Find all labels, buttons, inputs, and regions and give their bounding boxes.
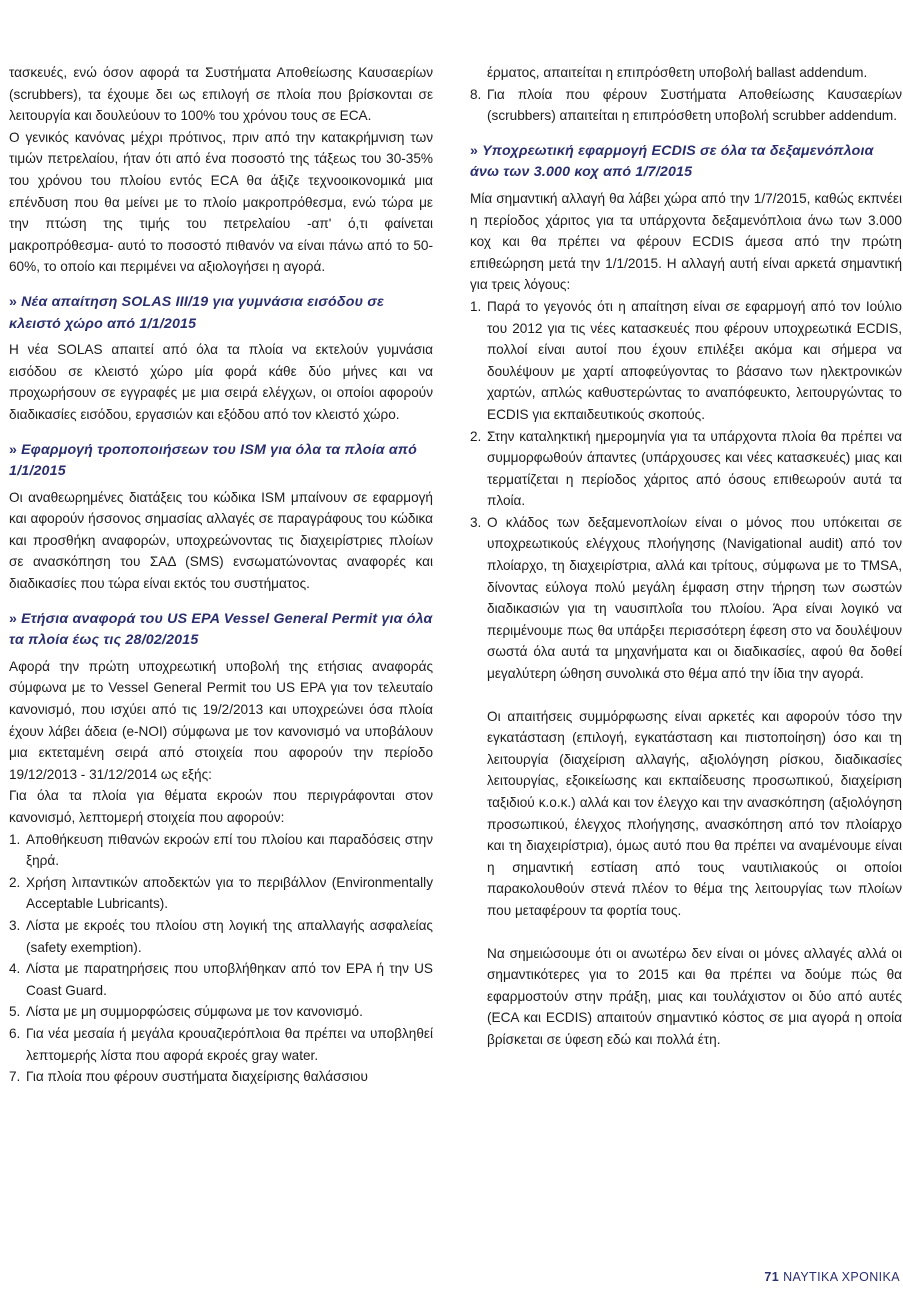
numbered-list bbox=[470, 84, 902, 127]
list-item: 3. Λίστα με εκροές του πλοίου στη λογική της απαλλαγής ασφαλείας (safety exemption). bbox=[9, 917, 433, 955]
double-chevron-icon: » bbox=[470, 142, 479, 159]
spacer bbox=[470, 922, 902, 943]
paragraph: έρματος, απαιτείται η επιπρόσθετη υποβολή ballast addendum. bbox=[487, 65, 868, 80]
double-chevron-icon: » bbox=[9, 610, 18, 627]
paragraph: Μία σημαντική αλλαγή θα λάβει χώρα από την 1/7/2015, καθώς εκπνέει η περίοδος χάριτος για τα υπάρχοντα δεξαμενόπλοια άνω των 3.000 κοχ και θα πρέπει να φέρουν ECDIS άμεσα από την πρώτη επιθεώρηση μετά την 1/1/2015. Η αλλαγή αυτή είναι αρκετά σημαντική για τρεις λόγους: bbox=[470, 190, 902, 293]
double-chevron-icon: » bbox=[9, 293, 18, 310]
paragraph: Να σημειώσουμε ότι οι ανωτέρω δεν είναι οι μόνες αλλαγές αλλά οι σημαντικότερες για το 2015 και θα πρέπει να δούμε πώς θα εφαρμοστούν στην πράξη, μιας και τουλάχιστον οι δύο από αυτές (ECA και ECDIS) απαιτούν σημαντικό κόστος σε μια αγορά η οποία βρίσκεται σε ύφεση εδώ και πολλά έτη. bbox=[487, 945, 902, 1047]
section-heading-ism: » Εφαρμογή τροποποιήσεων του ISM για όλα τα πλοία από 1/1/2015 bbox=[9, 441, 418, 480]
double-chevron-icon: » bbox=[9, 441, 18, 458]
paragraph: τασκευές, ενώ όσον αφορά τα Συστήματα Αποθείωσης Καυσαερίων (scrubbers), τα έχουμε δει ως επιλογή σε πλοία που βρίσκονται σε λειτουργία και δουλεύουν το 100% του χρόνου τους σε ECA. bbox=[9, 65, 433, 124]
numbered-list bbox=[9, 829, 433, 1088]
paragraph: Για όλα τα πλοία για θέματα εκροών που περιγράφονται στον κανονισμό, λεπτομερή στοιχεία που αφορούν: bbox=[9, 788, 433, 825]
list-item: 7. Για πλοία που φέρουν συστήματα διαχείρισης θαλάσσιου bbox=[9, 1069, 368, 1085]
paragraph: Η νέα SOLAS απαιτεί από όλα τα πλοία να εκτελούν γυμνάσια εισόδου σε κλειστό χώρο μία φορά κάθε δύο μήνες και να προχωρήσουν σε εγγραφές με μια σειρά ελέγχων, οι οποίοι αφορούν διαδικασίες εισόδου, εργασιών και εξόδου από τον κλειστό χώρο. bbox=[9, 342, 433, 422]
paragraph: Οι απαιτήσεις συμμόρφωσης είναι αρκετές και αφορούν τόσο την εγκατάσταση (επιλογή, εγκατάσταση και πιστοποίηση) όσο και τη λειτουργία (διαχείριση αλλαγής, αξιολόγηση ρίσκου, διαδικασίες λειτουργίας, εξοικείωσης και εκπαίδευσης προσωπικού, διαχείριση ταξιδιού κ.ο.κ.) αλλά και τον έλεγχο και την ανασκόπηση (αξιολόγηση προσωπικού, έλεγχος πλοήγησης, ανασκόπηση από τον πλοίαρχο και τη διαχειρίστρια), όμως αυτό που θα πρέπει να αναμένουμε είναι η σημαντική εστίαση από τους ναυτιλιακούς οι οποίοι παρακολουθούν στενά πλέον το θέμα της λειτουργίας των πλοίων που μεταφέρουν τα φορτία τους. bbox=[487, 708, 902, 918]
section-heading-ecdis: » Υποχρεωτική εφαρμογή ECDIS σε όλα τα δεξαμενόπλοια άνω των 3.000 κοχ από 1/7/2015 bbox=[470, 142, 874, 181]
paragraph: Ο γενικός κανόνας μέχρι πρότινος, πριν από την κατακρήμνιση των τιμών πετρελαίου, ήταν ότι από ένα ποσοστό της τάξεως του 30-35% του χρόνου του πλοίου εντός ECA θα άξιζε τεχνοοικονομικά μια επένδυση που θα μείνει με το πλοίο μακροπρόθεσμα, ενώ τώρα με την πτώση της τιμής του πετρελαίου -απ' ό,τι φαίνεται μακροπρόθεσμα- αυτό το ποσοστό πιθανόν να είναι πάνω από το 50-60%, το οποίο και περιμένει να αξιολογήσει η αγορά. bbox=[9, 129, 433, 275]
left-column bbox=[9, 62, 433, 1088]
list-item: 5. Λίστα με μη συμμορφώσεις σύμφωνα με τον κανονισμό. bbox=[9, 1004, 363, 1020]
section-heading-solas: » Νέα απαίτηση SOLAS III/19 για γυμνάσια εισόδου σε κλειστό χώρο από 1/1/2015 bbox=[9, 293, 384, 332]
list-item: 3. Ο κλάδος των δεξαμενοπλοίων είναι ο μόνος που υπόκειται σε υποχρεωτικούς ελέγχους πλοήγησης (Navigational audit) από τον πλοίαρχο, τη διαχειρίστρια, αλλά και τρίτους, σύμφωνα με το TMSA, δίνοντας εύλογα πολύ μεγάλη έμφαση στην τήρηση των σωστών διαδικασιών για τη ναυσιπλοΐα του πλοίου. Άρα είναι λογικό να περιμένουμε πως θα υπάρξει περισσότερη έφεση στο να δουλέψουν σωστά όλα αυτά τα μηχανήματα και οι διαδικασίες, αφού θα δοθεί μεγαλύτερη ώθηση συνολικά στο θέμα από την ίδια την αγορά. bbox=[470, 514, 902, 682]
paragraph: Αφορά την πρώτη υποχρεωτική υποβολή της ετήσιας αναφοράς σύμφωνα με το Vessel General Permit του US EPA για τον τελευταίο κανονισμό, που ισχύει από τις 19/2/2013 και υποχρεώνει όσα πλοία έχουν λάβει άδεια (e-NOI) σύμφωνα με τον κανονισμό να υποβάλουν μια εκτεταμένη σειρά από στοιχεία που αφορούν την περίοδο 19/12/2013 - 31/12/2014 ως εξής: bbox=[9, 658, 433, 782]
list-item: 6. Για νέα μεσαία ή μεγάλα κρουαζιερόπλοια θα πρέπει να υποβληθεί λεπτομερής λίστα που αφορά εκροές gray water. bbox=[9, 1025, 433, 1063]
list-item: 1. Παρά το γεγονός ότι η απαίτηση είναι σε εφαρμογή από τον Ιούλιο του 2012 για τις νέες κατασκευές που φέρουν υποχρεωτικά ECDIS, πολλοί είναι αυτοί που έχουν επιλέξει ακόμα και σήμερα να δουλέψουν με χαρτί αποφεύγοντας το βάσανο των ηλεκτρονικών χαρτών, απλώς καθυστερώντας το αναπόφευκτο, λειτουργώντας το ECDIS για εκπαιδευτικούς σκοπούς. bbox=[470, 298, 902, 422]
right-column bbox=[470, 62, 902, 1051]
list-item: 2. Στην καταληκτική ημερομηνία για τα υπάρχοντα πλοία θα πρέπει να συμμορφωθούν άπαντες (υπάρχουσες και νέες κατασκευές) μιας και τερματίζεται η περίοδος χάριτος από όσους επιθεωρούν αυτά τα πλοία. bbox=[470, 428, 902, 509]
page-footer bbox=[764, 1270, 900, 1284]
section-heading-epa: » Ετήσια αναφορά του US EPA Vessel General Permit για όλα τα πλοία έως τις 28/02/2015 bbox=[9, 610, 433, 649]
paragraph: Οι αναθεωρημένες διατάξεις του κώδικα ISM μπαίνουν σε εφαρμογή και αφορούν ήσσονος σημασίας αλλαγές σε παραγράφους του κώδικα και προσθήκη αναφορών, υποχρεώνοντας τις διαχειρίστριες πλοίων σε ανασκόπηση του ΣΑΔ (SMS) ενσωματώνοντας αναφορές και διαδικασίες που τώρα είναι εκτός του συστήματος. bbox=[9, 489, 433, 592]
spacer bbox=[470, 685, 902, 706]
page-number: 71 bbox=[764, 1270, 780, 1284]
list-item: 4. Λίστα με παρατηρήσεις που υποβλήθηκαν από τον EPA ή την US Coast Guard. bbox=[9, 961, 433, 998]
list-item: 1. Αποθήκευση πιθανών εκροών επί του πλοίου και παραδόσεις στην ξηρά. bbox=[9, 831, 433, 869]
numbered-list bbox=[470, 296, 902, 685]
magazine-name: ΝΑΥΤΙΚΑ ΧΡΟΝΙΚΑ bbox=[783, 1270, 900, 1284]
list-item: 8. Για πλοία που φέρουν Συστήματα Αποθείωσης Καυσαερίων (scrubbers) απαιτείται η επιπρόσθετη υποβολή scrubber addendum. bbox=[470, 86, 902, 124]
list-item: 2. Χρήση λιπαντικών αποδεκτών για το περιβάλλον (Environmentally Acceptable Lubricants). bbox=[9, 874, 433, 912]
